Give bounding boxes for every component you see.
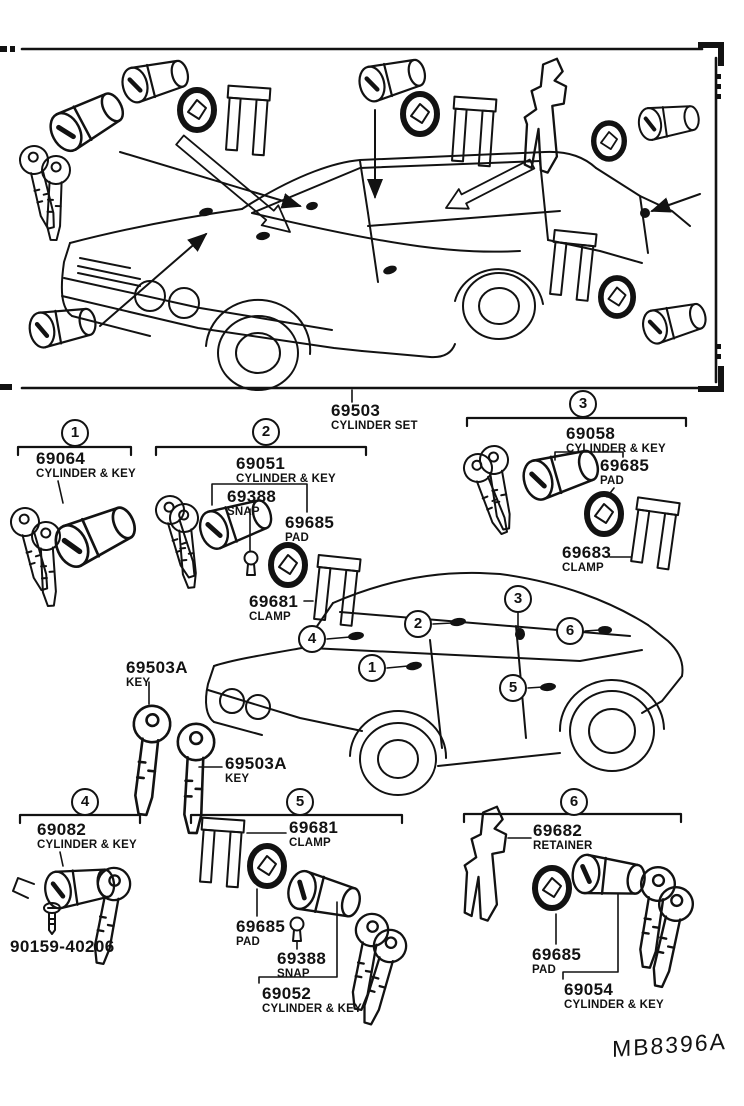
cylinder-art — [571, 854, 647, 900]
part-number: 69685 — [236, 917, 286, 936]
part-label-69682 — [533, 822, 593, 853]
lock-position-markers — [198, 201, 650, 276]
car-callout-5: 5 — [499, 674, 527, 702]
part-number: 69388 — [277, 949, 327, 968]
section-callout-6: 6 — [560, 788, 588, 816]
pad-art — [271, 545, 305, 585]
pad-art — [594, 123, 625, 159]
part-number: 90159-40206 — [10, 937, 115, 956]
section-callout-5: 5 — [286, 788, 314, 816]
part-number: 69388 — [227, 487, 277, 506]
part-name: PAD — [532, 963, 557, 976]
clamp-art — [312, 555, 361, 626]
part-label-69503A-left — [126, 659, 188, 690]
part-number: 69503 — [331, 401, 381, 420]
part-name: SNAP — [277, 967, 310, 980]
pad-art — [403, 94, 437, 134]
pad-art — [587, 494, 621, 534]
part-number: 69051 — [236, 454, 286, 473]
part-name: SNAP — [227, 505, 260, 518]
part-number: 69054 — [564, 980, 614, 999]
car-callout-4: 4 — [298, 625, 326, 653]
part-number: 69683 — [562, 543, 612, 562]
part-number: 69503A — [225, 754, 287, 773]
clamp-art — [198, 818, 245, 888]
part-name: CYLINDER SET — [331, 419, 418, 432]
part-label-69388 — [227, 488, 276, 519]
part-label-69064 — [36, 450, 136, 481]
section-callout-3: 3 — [569, 390, 597, 418]
part-number: 69685 — [285, 513, 335, 532]
part-label-69051 — [236, 455, 336, 486]
section1-parts — [8, 499, 142, 606]
part-label-69683 — [562, 544, 611, 575]
part-label-69388 — [277, 950, 326, 981]
cylinder-art — [285, 868, 364, 923]
part-label-69503A-right — [225, 755, 287, 786]
cylinder-set-label — [331, 402, 418, 433]
part-name: CYLINDER & KEY — [236, 472, 336, 485]
clamp-art — [224, 86, 271, 156]
key-art — [175, 723, 215, 833]
key-art — [124, 704, 172, 816]
part-number: 69681 — [249, 592, 299, 611]
retainer-art — [525, 59, 566, 173]
car-callout-2: 2 — [404, 610, 432, 638]
retainer-art — [465, 807, 506, 921]
car-callout-3: 3 — [504, 585, 532, 613]
part-name: CYLINDER & KEY — [564, 998, 664, 1011]
pad-art — [180, 90, 214, 130]
cylinder-art — [637, 101, 701, 141]
top-panel-parts — [17, 54, 709, 350]
part-name: CYLINDER & KEY — [37, 838, 137, 851]
part-label-69054 — [564, 981, 664, 1012]
part-name: CLAMP — [562, 561, 604, 574]
figure-code: MB8396A — [612, 1027, 727, 1063]
part-label-69681 — [289, 819, 338, 850]
car-callout-6: 6 — [556, 617, 584, 645]
part-number: 69058 — [566, 424, 616, 443]
car-callout-1: 1 — [358, 654, 386, 682]
master-key-parts — [124, 704, 214, 834]
pad-art — [601, 278, 633, 316]
snap-art — [291, 918, 304, 942]
part-name: CYLINDER & KEY — [262, 1002, 362, 1015]
cylinder-art — [27, 303, 98, 349]
section-callout-4: 4 — [71, 788, 99, 816]
part-label-69685 — [236, 918, 285, 949]
part-name: KEY — [126, 676, 151, 689]
part-label-90159-40206 — [10, 938, 115, 956]
part-number: 69681 — [289, 818, 339, 837]
part-number: 69052 — [262, 984, 312, 1003]
part-label-69082 — [37, 821, 137, 852]
part-label-69058 — [566, 425, 666, 456]
key-art — [630, 865, 677, 969]
part-name: CLAMP — [289, 836, 331, 849]
cylinder-art — [44, 86, 129, 157]
part-number: 69064 — [36, 449, 86, 468]
part-name: PAD — [600, 474, 625, 487]
part-name: CYLINDER & KEY — [36, 467, 136, 480]
part-label-69685 — [600, 457, 649, 488]
part-name: CLAMP — [249, 610, 291, 623]
key-art — [478, 444, 520, 532]
section-callout-1: 1 — [61, 419, 89, 447]
part-label-69685 — [532, 946, 581, 977]
part-name: PAD — [236, 935, 261, 948]
part-number: 69082 — [37, 820, 87, 839]
part-label-69052 — [262, 985, 362, 1016]
part-number: 69682 — [533, 821, 583, 840]
key-art — [31, 521, 65, 607]
part-name: CYLINDER & KEY — [566, 442, 666, 455]
pad-art — [250, 846, 284, 886]
cylinder-art — [640, 298, 709, 346]
cylinder-art — [50, 499, 142, 571]
part-name: PAD — [285, 531, 310, 544]
part-name: RETAINER — [533, 839, 593, 852]
pad-art — [535, 868, 569, 908]
clamp-art — [629, 497, 680, 569]
section-callout-2: 2 — [252, 418, 280, 446]
part-label-69685 — [285, 514, 334, 545]
part-number: 69685 — [600, 456, 650, 475]
part-number: 69503A — [126, 658, 188, 677]
part-name: KEY — [225, 772, 250, 785]
part-label-69681 — [249, 593, 298, 624]
part-number: 69685 — [532, 945, 582, 964]
snap-art — [245, 552, 258, 576]
